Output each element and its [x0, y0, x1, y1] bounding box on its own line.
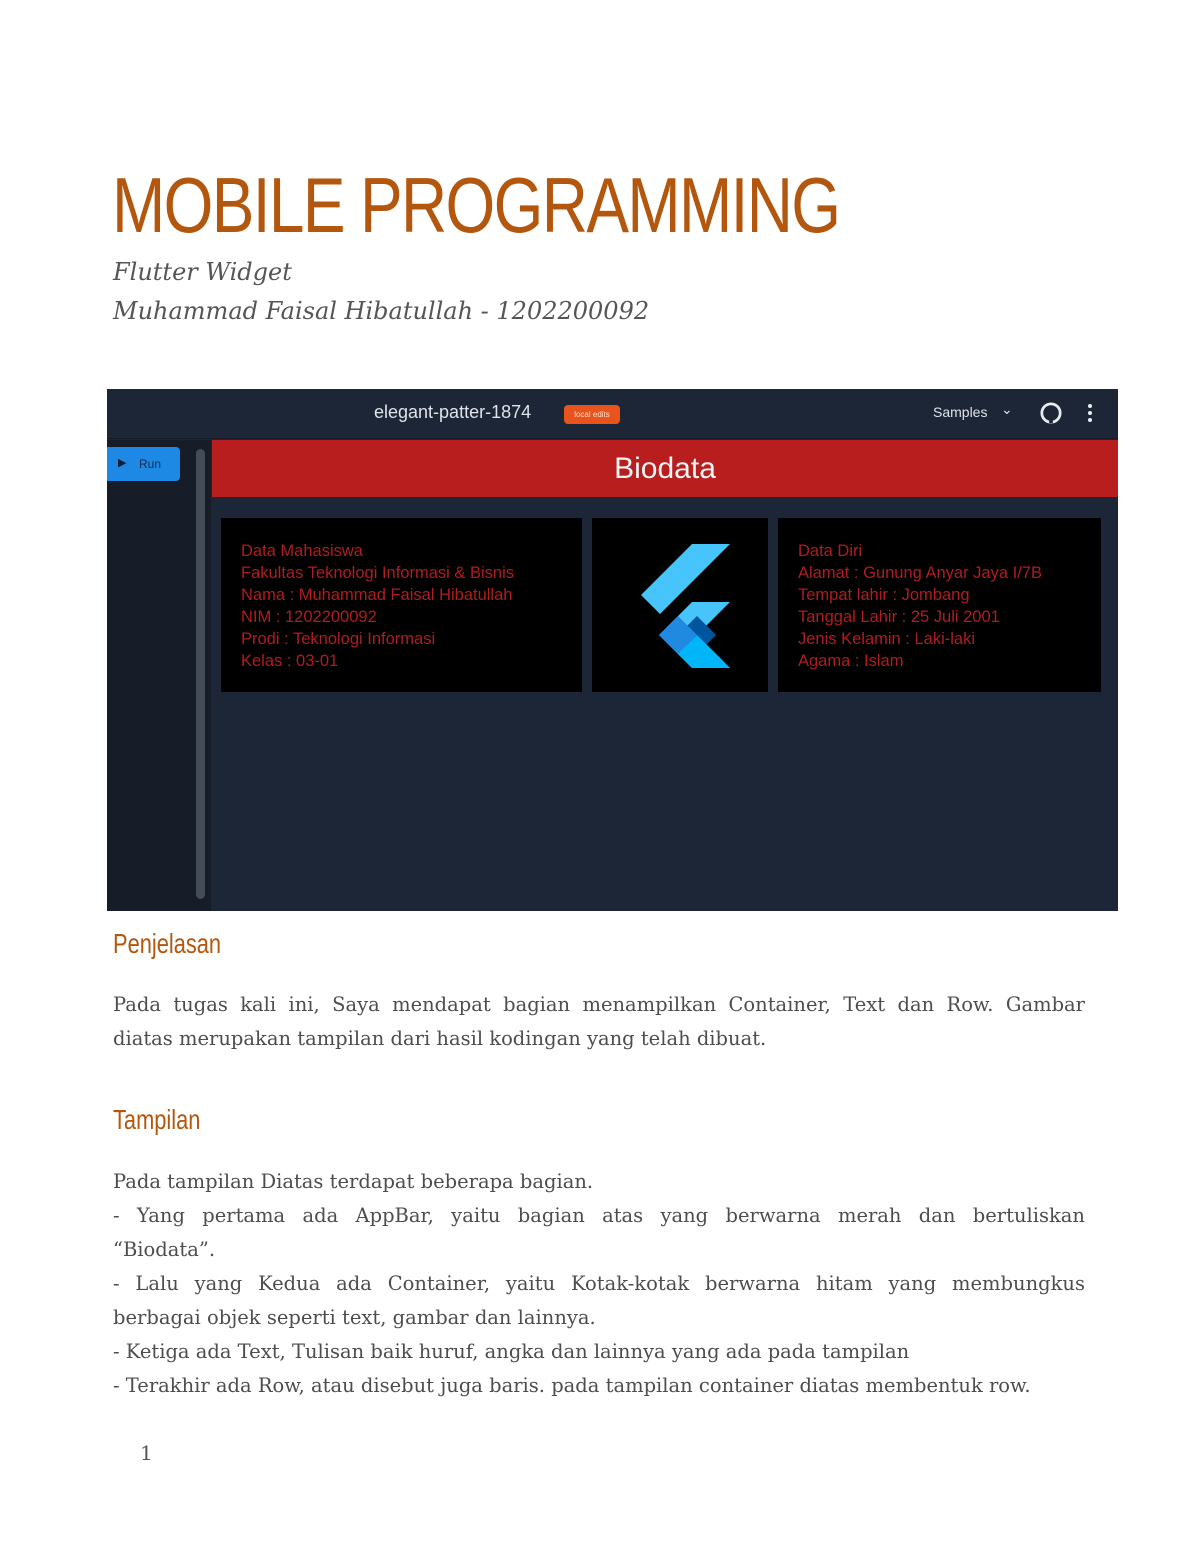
paragraph-penjelasan — [113, 988, 1085, 1056]
local-edits-badge: local edits — [564, 405, 620, 424]
card-line: Tanggal Lahir : 25 Juli 2001 — [798, 608, 1000, 626]
github-icon[interactable] — [1040, 402, 1062, 424]
paragraph-line: - Terakhir ada Row, atau disebut juga baris. pada tampilan container diatas membentuk row. — [113, 1374, 1031, 1397]
card-line: NIM : 1202200092 — [241, 608, 377, 626]
card-line: Prodi : Teknologi Informasi — [241, 630, 436, 648]
run-button[interactable] — [107, 447, 180, 481]
student-data-container — [221, 518, 582, 692]
app-bar — [212, 440, 1118, 497]
card-line: Nama : Muhammad Faisal Hibatullah — [241, 586, 513, 604]
paragraph-line: - Yang pertama ada AppBar, yaitu bagian atas yang berwarna merah dan bertuliskan — [113, 1204, 1085, 1227]
run-label: Run — [139, 457, 162, 471]
card-line: Alamat : Gunung Anyar Jaya I/7B — [798, 564, 1042, 582]
logo-container — [592, 518, 768, 692]
dartpad-toolbar — [107, 389, 1118, 439]
samples-menu[interactable]: Samples — [933, 404, 988, 420]
card-line: Agama : Islam — [798, 652, 904, 670]
app-screenshot — [107, 389, 1118, 911]
section-heading-penjelasan: Penjelasan — [113, 928, 222, 959]
page-number: 1 — [140, 1441, 153, 1465]
card-line: Data Mahasiswa — [241, 542, 363, 560]
paragraph-tampilan — [113, 1165, 1085, 1403]
paragraph-line: Pada tampilan Diatas terdapat beberapa bagian. — [113, 1170, 594, 1193]
card-line: Fakultas Teknologi Informasi & Bisnis — [241, 564, 514, 582]
more-vert-icon[interactable] — [1084, 401, 1096, 425]
flutter-logo-icon — [630, 544, 730, 668]
card-line: Kelas : 03-01 — [241, 652, 339, 670]
document-subtitle: Flutter Widget — [113, 258, 292, 286]
paragraph-line: Pada tugas kali ini, Saya mendapat bagian menampilkan Container, Text dan Row. Gambar — [113, 993, 1085, 1016]
paragraph-line: - Ketiga ada Text, Tulisan baik huruf, angka dan lainnya yang ada pada tampilan — [113, 1340, 910, 1363]
project-name[interactable]: elegant-patter-1874 — [374, 402, 532, 422]
document-title: MOBILE PROGRAMMING — [112, 161, 840, 249]
paragraph-line: berbagai objek seperti text, gambar dan lainnya. — [113, 1306, 596, 1329]
play-icon: ▶ — [118, 456, 127, 469]
card-line: Tempat lahir : Jombang — [798, 586, 970, 604]
app-bar-title: Biodata — [614, 452, 716, 485]
card-line: Data Diri — [798, 542, 863, 560]
paragraph-line: diatas merupakan tampilan dari hasil kodingan yang telah dibuat. — [113, 1027, 767, 1050]
chevron-down-icon[interactable]: ⌄ — [1001, 402, 1013, 418]
personal-data-container — [778, 518, 1101, 692]
paragraph-line: “Biodata”. — [113, 1238, 216, 1261]
author-line: Muhammad Faisal Hibatullah - 1202200092 — [113, 297, 650, 325]
editor-scrollbar[interactable] — [196, 449, 205, 899]
section-heading-tampilan: Tampilan — [113, 1104, 201, 1135]
paragraph-line: - Lalu yang Kedua ada Container, yaitu Kotak-kotak berwarna hitam yang membungkus — [113, 1272, 1085, 1295]
card-line: Jenis Kelamin : Laki-laki — [798, 630, 975, 648]
